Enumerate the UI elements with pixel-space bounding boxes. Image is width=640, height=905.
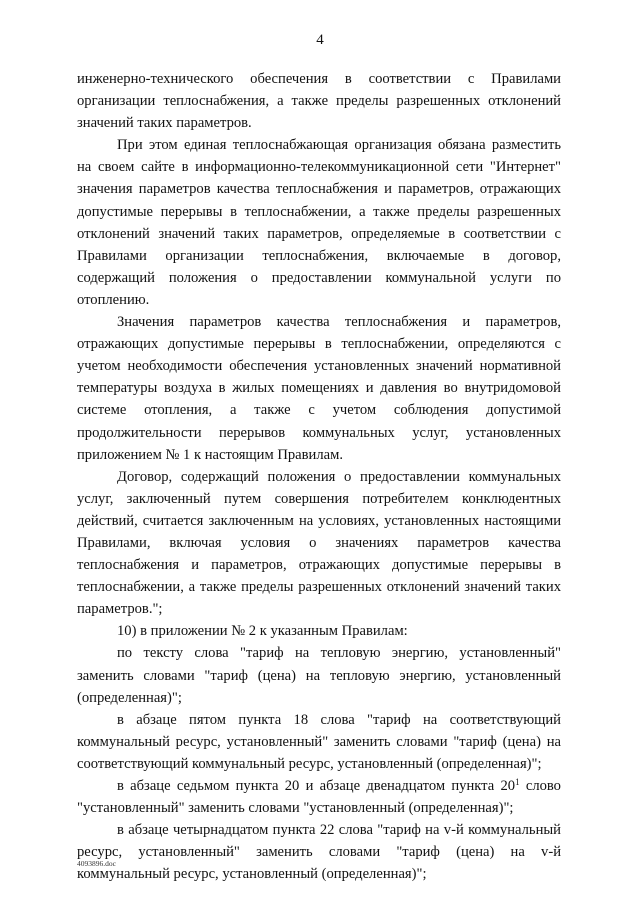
- superscript-index: 1: [515, 777, 520, 787]
- paragraph: в абзаце четырнадцатом пункта 22 слова "тариф на v-й коммунальный ресурс, установленный" заменить словами "тариф (цена) на v-й коммунальный ресурс, установленный (определенная)";: [77, 822, 561, 883]
- document-file-code: 4093896.doc: [77, 859, 116, 868]
- paragraph: в абзаце пятом пункта 18 слова "тариф на соответствующий коммунальный ресурс, установленный" заменить словами "тариф (цена) на соответствующий коммунальный ресурс, установленный (определенная)";: [77, 711, 561, 772]
- paragraph: по тексту слова "тариф на тепловую энергию, установленный" заменить словами "тариф (цена) на тепловую энергию, установленный (определенная)";: [77, 645, 561, 706]
- page-number: 4: [316, 32, 324, 48]
- paragraph: [77, 775, 561, 819]
- paragraph: При этом единая теплоснабжающая организация обязана разместить на своем сайте в информационно-телекоммуникационной сети "Интернет" значения параметров качества теплоснабжения и параметров, отражающих допустимые перерывы в теплоснабжении, а также пределы разрешенных отклонений значений таких параметров, определяемые в соответствии с Правилами организации теплоснабжения, включаемые в договор, содержащий положения о предоставлении коммунальной услуги по отоплению.: [77, 137, 561, 308]
- paragraph-text: в абзаце седьмом пункта 20 и абзаце двенадцатом пункта 20: [117, 778, 516, 794]
- paragraph-text: слово "установленный" заменить словами "установленный (определенная)";: [77, 778, 561, 817]
- paragraph: Договор, содержащий положения о предоставлении коммунальных услуг, заключенный путем совершения потребителем конклюдентных действий, считается заключенным на условиях, установленных настоящими Правилами, включая условия о значениях параметров качества теплоснабжения и параметров, отражающих допустимые перерывы в теплоснабжении, а также пределы разрешенных отклонений значений таких параметров.";: [77, 468, 561, 618]
- paragraph: 10) в приложении № 2 к указанным Правилам:: [117, 623, 408, 640]
- paragraph: инженерно-технического обеспечения в соответствии с Правилами организации теплоснабжения, а также пределы разрешенных отклонений значений таких параметров.: [77, 71, 561, 132]
- paragraph: Значения параметров качества теплоснабжения и параметров, отражающих допустимые перерывы в теплоснабжении, определяются с учетом необходимости обеспечения установленных значений нормативной температуры воздуха в жилых помещениях и давления во внутридомовой системе отопления, а также с учетом соблюдения допустимой продолжительности перерывов коммунальных услуг, установленных приложением № 1 к настоящим Правилам.: [77, 314, 561, 463]
- document-body: [77, 68, 561, 885]
